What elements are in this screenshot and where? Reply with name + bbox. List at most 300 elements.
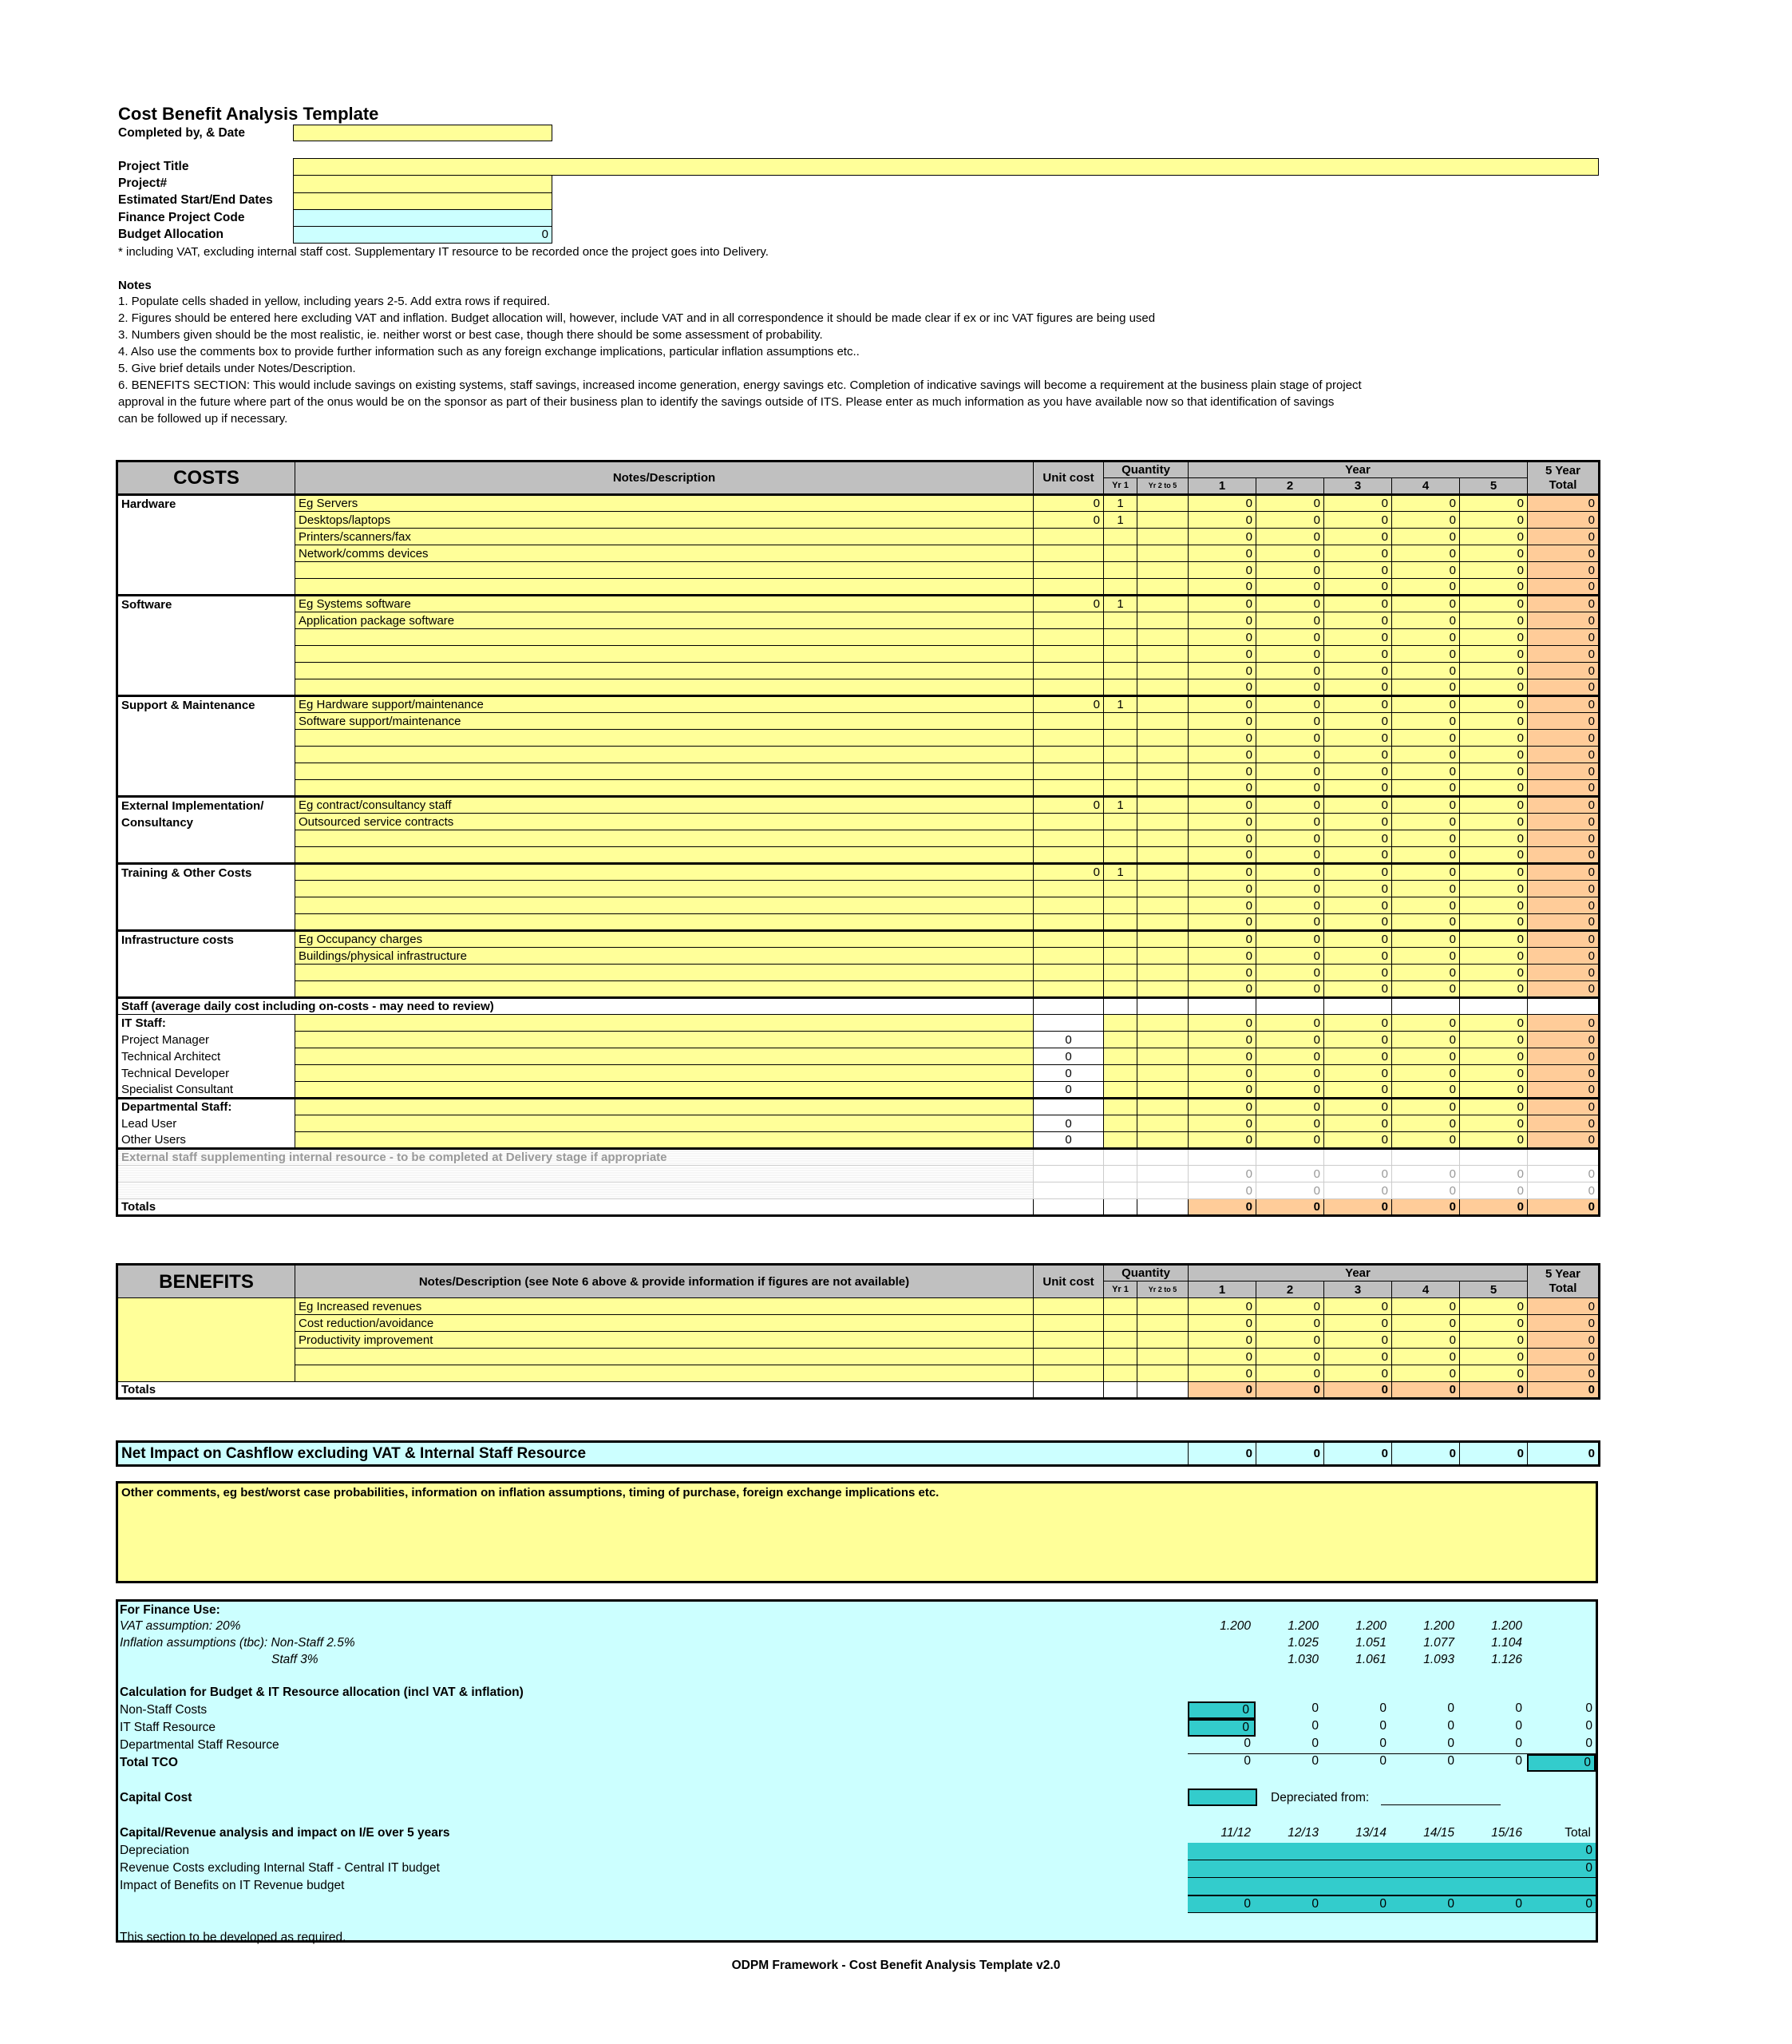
year-2-cell[interactable]: 0 (1256, 797, 1324, 814)
year-1-cell[interactable]: 0 (1189, 864, 1256, 881)
year-2-cell[interactable]: 0 (1256, 629, 1324, 646)
year-5-cell[interactable]: 0 (1460, 847, 1528, 864)
year-1-cell[interactable]: 0 (1189, 730, 1256, 747)
completed-by-input[interactable] (293, 125, 552, 141)
benefit-input-cell[interactable] (1104, 1365, 1137, 1382)
description-cell[interactable]: Eg Hardware support/maintenance (295, 696, 1034, 713)
capex-row-bar[interactable] (1188, 1878, 1596, 1895)
benefit-input-cell[interactable] (1104, 1349, 1137, 1365)
year-1-cell[interactable]: 0 (1189, 612, 1256, 629)
year-2-cell[interactable]: 0 (1256, 596, 1324, 612)
qty-yr1-cell[interactable] (1104, 965, 1137, 981)
unit-cost-cell[interactable]: 0 (1034, 797, 1104, 814)
qty-yr1-cell[interactable] (1104, 1115, 1137, 1132)
external-year-cell[interactable]: 0 (1189, 1182, 1256, 1199)
qty-yr25-cell[interactable] (1137, 1065, 1189, 1082)
capital-cost-input[interactable] (1188, 1788, 1257, 1806)
year-2-cell[interactable]: 0 (1256, 830, 1324, 847)
year-1-cell[interactable]: 0 (1189, 1315, 1256, 1332)
description-cell[interactable]: Application package software (295, 612, 1034, 629)
benefit-category-cell[interactable] (117, 1298, 295, 1382)
unit-cost-cell[interactable] (1034, 814, 1104, 830)
year-3-cell[interactable]: 0 (1324, 1065, 1392, 1082)
description-cell[interactable] (295, 780, 1034, 797)
year-4-cell[interactable]: 0 (1392, 897, 1460, 914)
qty-yr25-cell[interactable] (1137, 847, 1189, 864)
year-5-cell[interactable]: 0 (1460, 1315, 1528, 1332)
year-5-cell[interactable]: 0 (1460, 931, 1528, 948)
year-3-cell[interactable]: 0 (1324, 864, 1392, 881)
unit-cost-cell[interactable] (1034, 948, 1104, 965)
qty-yr1-cell[interactable] (1104, 830, 1137, 847)
external-cell[interactable] (1137, 1182, 1189, 1199)
year-5-cell[interactable]: 0 (1460, 1065, 1528, 1082)
year-5-cell[interactable]: 0 (1460, 495, 1528, 512)
year-1-cell[interactable]: 0 (1189, 545, 1256, 562)
qty-yr25-cell[interactable] (1137, 545, 1189, 562)
external-year-cell[interactable]: 0 (1324, 1166, 1392, 1182)
description-cell[interactable]: Printers/scanners/fax (295, 529, 1034, 545)
qty-yr1-cell[interactable] (1104, 1099, 1137, 1115)
year-1-cell[interactable]: 0 (1189, 679, 1256, 696)
year-2-cell[interactable]: 0 (1256, 1332, 1324, 1349)
year-2-cell[interactable]: 0 (1256, 914, 1324, 931)
qty-yr1-cell[interactable] (1104, 847, 1137, 864)
year-5-cell[interactable]: 0 (1460, 1082, 1528, 1099)
description-cell[interactable] (295, 747, 1034, 763)
qty-yr1-cell[interactable] (1104, 629, 1137, 646)
year-3-cell[interactable]: 0 (1324, 1048, 1392, 1065)
year-4-cell[interactable]: 0 (1392, 579, 1460, 596)
year-1-cell[interactable]: 0 (1189, 830, 1256, 847)
external-staff-cell[interactable]: External staff supplementing internal resource - to be completed at Delivery stage if appropriate (117, 1149, 1034, 1166)
description-cell[interactable] (295, 1349, 1034, 1365)
external-staff-cell[interactable] (117, 1166, 1034, 1182)
benefit-input-cell[interactable] (1034, 1298, 1104, 1315)
qty-yr1-cell[interactable] (1104, 763, 1137, 780)
unit-cost-cell[interactable] (1034, 830, 1104, 847)
year-2-cell[interactable]: 0 (1256, 1115, 1324, 1132)
year-5-cell[interactable]: 0 (1460, 713, 1528, 730)
year-1-cell[interactable]: 0 (1189, 814, 1256, 830)
year-5-cell[interactable]: 0 (1460, 1332, 1528, 1349)
description-cell[interactable]: Network/comms devices (295, 545, 1034, 562)
external-year-cell[interactable]: 0 (1189, 1166, 1256, 1182)
year-5-cell[interactable]: 0 (1460, 881, 1528, 897)
year-3-cell[interactable]: 0 (1324, 948, 1392, 965)
qty-yr25-cell[interactable] (1137, 529, 1189, 545)
description-cell[interactable] (295, 730, 1034, 747)
year-5-cell[interactable]: 0 (1460, 512, 1528, 529)
year-1-cell[interactable]: 0 (1189, 1082, 1256, 1099)
unit-cost-cell[interactable] (1034, 1099, 1104, 1115)
qty-yr1-cell[interactable] (1104, 948, 1137, 965)
year-2-cell[interactable]: 0 (1256, 545, 1324, 562)
year-4-cell[interactable]: 0 (1392, 981, 1460, 998)
external-year-cell[interactable]: 0 (1392, 1166, 1460, 1182)
description-cell[interactable]: Cost reduction/avoidance (295, 1315, 1034, 1332)
external-year-cell[interactable] (1460, 1149, 1528, 1166)
unit-cost-cell[interactable] (1034, 965, 1104, 981)
year-4-cell[interactable]: 0 (1392, 529, 1460, 545)
year-2-cell[interactable]: 0 (1256, 1082, 1324, 1099)
qty-yr25-cell[interactable] (1137, 747, 1189, 763)
year-4-cell[interactable]: 0 (1392, 914, 1460, 931)
year-5-cell[interactable]: 0 (1460, 1298, 1528, 1315)
year-4-cell[interactable]: 0 (1392, 780, 1460, 797)
year-3-cell[interactable]: 0 (1324, 797, 1392, 814)
year-1-cell[interactable]: 0 (1189, 1015, 1256, 1032)
year-5-cell[interactable]: 0 (1460, 914, 1528, 931)
year-1-cell[interactable]: 0 (1189, 747, 1256, 763)
year-3-cell[interactable]: 0 (1324, 830, 1392, 847)
external-cell[interactable] (1034, 1182, 1104, 1199)
year-5-cell[interactable]: 0 (1460, 696, 1528, 713)
year-1-cell[interactable]: 0 (1189, 981, 1256, 998)
year-5-cell[interactable]: 0 (1460, 1032, 1528, 1048)
unit-cost-cell[interactable] (1034, 847, 1104, 864)
year-2-cell[interactable]: 0 (1256, 1032, 1324, 1048)
year-5-cell[interactable]: 0 (1460, 579, 1528, 596)
year-2-cell[interactable]: 0 (1256, 713, 1324, 730)
qty-yr25-cell[interactable] (1137, 579, 1189, 596)
external-cell[interactable] (1034, 1166, 1104, 1182)
external-year-cell[interactable] (1324, 1149, 1392, 1166)
year-3-cell[interactable]: 0 (1324, 696, 1392, 713)
external-year-cell[interactable] (1189, 1149, 1256, 1166)
year-4-cell[interactable]: 0 (1392, 830, 1460, 847)
qty-yr25-cell[interactable] (1137, 629, 1189, 646)
unit-cost-cell[interactable] (1034, 1015, 1104, 1032)
year-3-cell[interactable]: 0 (1324, 529, 1392, 545)
year-3-cell[interactable]: 0 (1324, 1349, 1392, 1365)
comments-box[interactable] (116, 1481, 1598, 1583)
year-5-cell[interactable]: 0 (1460, 663, 1528, 679)
description-cell[interactable] (295, 763, 1034, 780)
year-2-cell[interactable]: 0 (1256, 1015, 1324, 1032)
unit-cost-cell[interactable]: 0 (1034, 1115, 1104, 1132)
qty-yr25-cell[interactable] (1137, 663, 1189, 679)
year-5-cell[interactable]: 0 (1460, 1349, 1528, 1365)
year-2-cell[interactable]: 0 (1256, 1132, 1324, 1149)
year-4-cell[interactable]: 0 (1392, 495, 1460, 512)
year-2-cell[interactable]: 0 (1256, 1349, 1324, 1365)
benefit-input-cell[interactable] (1104, 1315, 1137, 1332)
unit-cost-cell[interactable] (1034, 679, 1104, 696)
unit-cost-cell[interactable] (1034, 897, 1104, 914)
year-4-cell[interactable]: 0 (1392, 562, 1460, 579)
year-1-cell[interactable]: 0 (1189, 579, 1256, 596)
year-2-cell[interactable]: 0 (1256, 747, 1324, 763)
year-4-cell[interactable]: 0 (1392, 814, 1460, 830)
qty-yr1-cell[interactable] (1104, 1132, 1137, 1149)
year-2-cell[interactable]: 0 (1256, 1048, 1324, 1065)
year-4-cell[interactable]: 0 (1392, 596, 1460, 612)
year-5-cell[interactable]: 0 (1460, 1048, 1528, 1065)
year-4-cell[interactable]: 0 (1392, 1132, 1460, 1149)
year-5-cell[interactable]: 0 (1460, 830, 1528, 847)
calc-value[interactable]: 0 (1188, 1701, 1256, 1719)
year-1-cell[interactable]: 0 (1189, 1132, 1256, 1149)
qty-yr25-cell[interactable] (1137, 1132, 1189, 1149)
year-3-cell[interactable]: 0 (1324, 847, 1392, 864)
qty-yr25-cell[interactable] (1137, 981, 1189, 998)
qty-yr25-cell[interactable] (1137, 713, 1189, 730)
qty-yr1-cell[interactable] (1104, 780, 1137, 797)
unit-cost-cell[interactable] (1034, 612, 1104, 629)
qty-yr1-cell[interactable] (1104, 579, 1137, 596)
unit-cost-cell[interactable]: 0 (1034, 864, 1104, 881)
year-2-cell[interactable]: 0 (1256, 1365, 1324, 1382)
year-2-cell[interactable]: 0 (1256, 1099, 1324, 1115)
year-2-cell[interactable]: 0 (1256, 1065, 1324, 1082)
year-5-cell[interactable]: 0 (1460, 1115, 1528, 1132)
year-5-cell[interactable]: 0 (1460, 797, 1528, 814)
description-cell[interactable] (295, 562, 1034, 579)
qty-yr25-cell[interactable] (1137, 679, 1189, 696)
year-2-cell[interactable]: 0 (1256, 663, 1324, 679)
year-1-cell[interactable]: 0 (1189, 780, 1256, 797)
qty-yr1-cell[interactable] (1104, 981, 1137, 998)
year-2-cell[interactable]: 0 (1256, 612, 1324, 629)
year-4-cell[interactable]: 0 (1392, 763, 1460, 780)
budget-input[interactable]: 0 (293, 227, 552, 244)
year-3-cell[interactable]: 0 (1324, 881, 1392, 897)
qty-yr25-cell[interactable] (1137, 562, 1189, 579)
qty-yr25-cell[interactable] (1137, 797, 1189, 814)
unit-cost-cell[interactable] (1034, 545, 1104, 562)
qty-yr1-cell[interactable]: 1 (1104, 512, 1137, 529)
year-1-cell[interactable]: 0 (1189, 713, 1256, 730)
qty-yr1-cell[interactable] (1104, 562, 1137, 579)
description-cell[interactable] (295, 981, 1034, 998)
external-year-cell[interactable]: 0 (1256, 1182, 1324, 1199)
description-cell[interactable]: Eg contract/consultancy staff (295, 797, 1034, 814)
external-year-cell[interactable]: 0 (1392, 1182, 1460, 1199)
qty-yr1-cell[interactable] (1104, 897, 1137, 914)
year-1-cell[interactable]: 0 (1189, 512, 1256, 529)
description-cell[interactable]: Eg Occupancy charges (295, 931, 1034, 948)
year-4-cell[interactable]: 0 (1392, 545, 1460, 562)
year-5-cell[interactable]: 0 (1460, 814, 1528, 830)
year-2-cell[interactable]: 0 (1256, 864, 1324, 881)
qty-yr1-cell[interactable]: 1 (1104, 696, 1137, 713)
description-cell[interactable]: Eg Servers (295, 495, 1034, 512)
description-cell[interactable] (295, 579, 1034, 596)
qty-yr25-cell[interactable] (1137, 965, 1189, 981)
benefit-input-cell[interactable] (1137, 1315, 1189, 1332)
year-3-cell[interactable]: 0 (1324, 814, 1392, 830)
depreciated-line[interactable] (1381, 1804, 1501, 1805)
external-year-cell[interactable]: 0 (1324, 1182, 1392, 1199)
year-4-cell[interactable]: 0 (1392, 730, 1460, 747)
year-1-cell[interactable]: 0 (1189, 1115, 1256, 1132)
year-4-cell[interactable]: 0 (1392, 1099, 1460, 1115)
year-4-cell[interactable]: 0 (1392, 629, 1460, 646)
description-cell[interactable] (295, 1099, 1034, 1115)
unit-cost-cell[interactable] (1034, 730, 1104, 747)
year-2-cell[interactable]: 0 (1256, 847, 1324, 864)
year-1-cell[interactable]: 0 (1189, 1365, 1256, 1382)
year-3-cell[interactable]: 0 (1324, 579, 1392, 596)
qty-yr25-cell[interactable] (1137, 948, 1189, 965)
qty-yr25-cell[interactable] (1137, 1082, 1189, 1099)
description-cell[interactable] (295, 1132, 1034, 1149)
unit-cost-cell[interactable] (1034, 914, 1104, 931)
year-1-cell[interactable]: 0 (1189, 629, 1256, 646)
unit-cost-cell[interactable]: 0 (1034, 1048, 1104, 1065)
benefit-input-cell[interactable] (1137, 1349, 1189, 1365)
year-5-cell[interactable]: 0 (1460, 897, 1528, 914)
qty-yr25-cell[interactable] (1137, 931, 1189, 948)
year-5-cell[interactable]: 0 (1460, 596, 1528, 612)
year-5-cell[interactable]: 0 (1460, 1015, 1528, 1032)
year-4-cell[interactable]: 0 (1392, 965, 1460, 981)
external-year-cell[interactable] (1392, 1149, 1460, 1166)
unit-cost-cell[interactable] (1034, 931, 1104, 948)
unit-cost-cell[interactable]: 0 (1034, 1082, 1104, 1099)
external-cell[interactable] (1034, 1149, 1104, 1166)
year-1-cell[interactable]: 0 (1189, 696, 1256, 713)
year-1-cell[interactable]: 0 (1189, 847, 1256, 864)
year-1-cell[interactable]: 0 (1189, 931, 1256, 948)
year-3-cell[interactable]: 0 (1324, 663, 1392, 679)
qty-yr1-cell[interactable] (1104, 646, 1137, 663)
qty-yr25-cell[interactable] (1137, 612, 1189, 629)
external-staff-cell[interactable] (117, 1182, 1034, 1199)
year-2-cell[interactable]: 0 (1256, 881, 1324, 897)
year-4-cell[interactable]: 0 (1392, 1349, 1460, 1365)
year-4-cell[interactable]: 0 (1392, 864, 1460, 881)
year-4-cell[interactable]: 0 (1392, 1298, 1460, 1315)
year-1-cell[interactable]: 0 (1189, 1048, 1256, 1065)
year-3-cell[interactable]: 0 (1324, 1332, 1392, 1349)
year-3-cell[interactable]: 0 (1324, 1115, 1392, 1132)
description-cell[interactable] (295, 679, 1034, 696)
year-4-cell[interactable]: 0 (1392, 663, 1460, 679)
description-cell[interactable] (295, 663, 1034, 679)
qty-yr1-cell[interactable] (1104, 1048, 1137, 1065)
qty-yr1-cell[interactable] (1104, 1032, 1137, 1048)
benefit-input-cell[interactable] (1137, 1365, 1189, 1382)
year-2-cell[interactable]: 0 (1256, 495, 1324, 512)
year-4-cell[interactable]: 0 (1392, 696, 1460, 713)
benefit-input-cell[interactable] (1034, 1365, 1104, 1382)
year-2-cell[interactable]: 0 (1256, 646, 1324, 663)
year-3-cell[interactable]: 0 (1324, 1132, 1392, 1149)
year-2-cell[interactable]: 0 (1256, 814, 1324, 830)
unit-cost-cell[interactable]: 0 (1034, 1065, 1104, 1082)
qty-yr25-cell[interactable] (1137, 914, 1189, 931)
year-3-cell[interactable]: 0 (1324, 780, 1392, 797)
description-cell[interactable] (295, 1115, 1034, 1132)
year-3-cell[interactable]: 0 (1324, 1315, 1392, 1332)
description-cell[interactable] (295, 1015, 1034, 1032)
year-2-cell[interactable]: 0 (1256, 981, 1324, 998)
year-2-cell[interactable]: 0 (1256, 948, 1324, 965)
dates-input[interactable] (293, 193, 552, 210)
qty-yr1-cell[interactable]: 1 (1104, 495, 1137, 512)
qty-yr1-cell[interactable] (1104, 612, 1137, 629)
description-cell[interactable]: Eg Increased revenues (295, 1298, 1034, 1315)
description-cell[interactable] (295, 1365, 1034, 1382)
year-3-cell[interactable]: 0 (1324, 612, 1392, 629)
qty-yr25-cell[interactable] (1137, 495, 1189, 512)
year-5-cell[interactable]: 0 (1460, 780, 1528, 797)
description-cell[interactable] (295, 1065, 1034, 1082)
unit-cost-cell[interactable] (1034, 663, 1104, 679)
qty-yr1-cell[interactable]: 1 (1104, 864, 1137, 881)
year-1-cell[interactable]: 0 (1189, 1332, 1256, 1349)
year-2-cell[interactable]: 0 (1256, 965, 1324, 981)
qty-yr1-cell[interactable] (1104, 730, 1137, 747)
year-5-cell[interactable]: 0 (1460, 629, 1528, 646)
unit-cost-cell[interactable] (1034, 629, 1104, 646)
year-4-cell[interactable]: 0 (1392, 1082, 1460, 1099)
year-5-cell[interactable]: 0 (1460, 679, 1528, 696)
finance-code-input[interactable] (293, 210, 552, 227)
unit-cost-cell[interactable] (1034, 713, 1104, 730)
year-2-cell[interactable]: 0 (1256, 730, 1324, 747)
description-cell[interactable] (295, 864, 1034, 881)
year-1-cell[interactable]: 0 (1189, 897, 1256, 914)
year-3-cell[interactable]: 0 (1324, 1015, 1392, 1032)
qty-yr25-cell[interactable] (1137, 830, 1189, 847)
year-2-cell[interactable]: 0 (1256, 897, 1324, 914)
year-1-cell[interactable]: 0 (1189, 965, 1256, 981)
unit-cost-cell[interactable] (1034, 562, 1104, 579)
year-4-cell[interactable]: 0 (1392, 948, 1460, 965)
year-3-cell[interactable]: 0 (1324, 596, 1392, 612)
description-cell[interactable]: Outsourced service contracts (295, 814, 1034, 830)
year-5-cell[interactable]: 0 (1460, 612, 1528, 629)
year-3-cell[interactable]: 0 (1324, 931, 1392, 948)
year-1-cell[interactable]: 0 (1189, 663, 1256, 679)
year-1-cell[interactable]: 0 (1189, 881, 1256, 897)
year-4-cell[interactable]: 0 (1392, 1015, 1460, 1032)
year-3-cell[interactable]: 0 (1324, 1032, 1392, 1048)
year-3-cell[interactable]: 0 (1324, 747, 1392, 763)
qty-yr1-cell[interactable] (1104, 881, 1137, 897)
qty-yr25-cell[interactable] (1137, 881, 1189, 897)
unit-cost-cell[interactable] (1034, 646, 1104, 663)
unit-cost-cell[interactable] (1034, 981, 1104, 998)
qty-yr25-cell[interactable] (1137, 1099, 1189, 1115)
year-4-cell[interactable]: 0 (1392, 797, 1460, 814)
project-number-input[interactable] (293, 176, 552, 193)
year-4-cell[interactable]: 0 (1392, 646, 1460, 663)
qty-yr1-cell[interactable] (1104, 679, 1137, 696)
description-cell[interactable]: Productivity improvement (295, 1332, 1034, 1349)
year-1-cell[interactable]: 0 (1189, 1099, 1256, 1115)
year-5-cell[interactable]: 0 (1460, 1132, 1528, 1149)
year-4-cell[interactable]: 0 (1392, 1115, 1460, 1132)
year-3-cell[interactable]: 0 (1324, 1298, 1392, 1315)
year-5-cell[interactable]: 0 (1460, 1099, 1528, 1115)
year-4-cell[interactable]: 0 (1392, 713, 1460, 730)
description-cell[interactable]: Software support/maintenance (295, 713, 1034, 730)
description-cell[interactable] (295, 1032, 1034, 1048)
year-1-cell[interactable]: 0 (1189, 914, 1256, 931)
year-3-cell[interactable]: 0 (1324, 1365, 1392, 1382)
qty-yr25-cell[interactable] (1137, 512, 1189, 529)
qty-yr1-cell[interactable] (1104, 545, 1137, 562)
qty-yr1-cell[interactable] (1104, 747, 1137, 763)
description-cell[interactable] (295, 914, 1034, 931)
external-year-cell[interactable] (1256, 1149, 1324, 1166)
year-2-cell[interactable]: 0 (1256, 529, 1324, 545)
year-3-cell[interactable]: 0 (1324, 763, 1392, 780)
